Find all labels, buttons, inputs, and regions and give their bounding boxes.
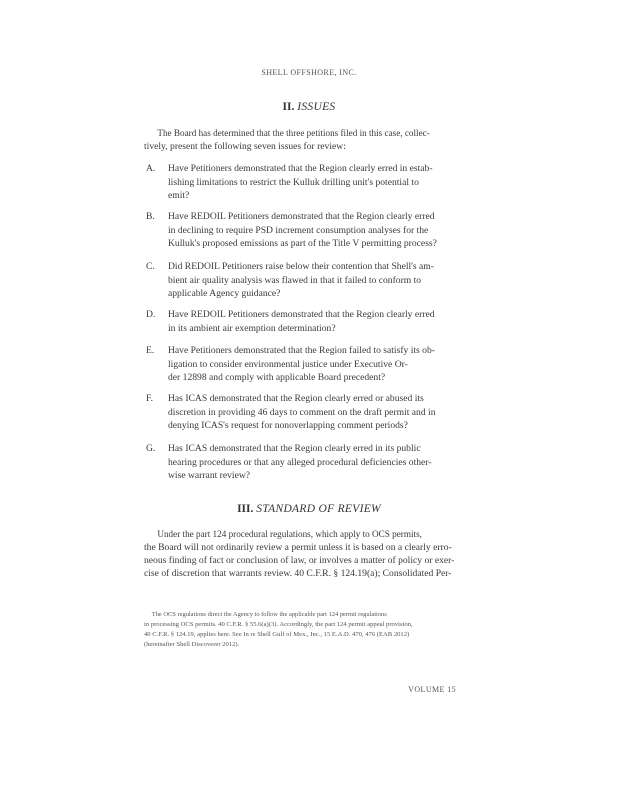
text-line: denying ICAS's request for nonoverlapping comment periods? <box>168 420 408 431</box>
text-line: The OCS regulations direct the Agency to follow the applicable part 124 permit regulations <box>151 611 387 618</box>
page-folio: VOLUME 15 <box>408 685 456 694</box>
text-line: (hereinafter Shell Discoverer 2012). <box>144 641 240 648</box>
footnote <box>144 610 454 650</box>
running-head: SHELL OFFSHORE, INC. <box>261 68 357 77</box>
issue-letter: E. <box>146 345 155 356</box>
intro-paragraph <box>144 127 454 153</box>
text-line: Have REDOIL Petitioners demonstrated that the Region clearly erred <box>168 309 435 320</box>
text-line: Kulluk's proposed emissions as part of the Title V permitting process? <box>168 238 437 249</box>
issue-letter: C. <box>146 261 155 272</box>
section-number: III. <box>237 503 254 515</box>
section-title: ISSUES <box>297 101 336 113</box>
text-line: wise warrant review? <box>168 470 251 481</box>
text-line: Did REDOIL Petitioners raise below their contention that Shell's am- <box>168 261 434 272</box>
text-line: Have Petitioners demonstrated that the Region clearly erred in estab- <box>168 163 433 174</box>
text-line: ligation to consider environmental justice under Executive Or- <box>168 358 408 370</box>
text-line: lishing limitations to restrict the Kulluk drilling unit's potential to <box>168 176 419 188</box>
text-line: Under the part 124 procedural regulations, which apply to OCS permits, <box>157 529 422 540</box>
section-number: II. <box>282 101 295 113</box>
text-line: applicable Agency guidance? <box>168 288 281 299</box>
text-line: cise of discretion that warrants review. 40 C.F.R. § 124.19(a); Consolidated Per- <box>144 568 452 579</box>
text-line: Have REDOIL Petitioners demonstrated that the Region clearly erred <box>168 211 435 222</box>
text-line: tively, present the following seven issues for review: <box>144 141 346 152</box>
standard-paragraph <box>144 528 454 580</box>
section-heading-issues <box>0 101 618 113</box>
text-line: discretion in providing 46 days to comment on the draft permit and in <box>168 406 436 418</box>
text-line: Has ICAS demonstrated that the Region clearly erred or abused its <box>168 393 424 404</box>
issue-letter: B. <box>146 211 155 222</box>
text-line: der 12898 and comply with applicable Board precedent? <box>168 372 386 383</box>
issue-letter: F. <box>146 393 153 404</box>
text-line: bient air quality analysis was flawed in that it failed to conform to <box>168 274 422 286</box>
text-line: Has ICAS demonstrated that the Region clearly erred in its public <box>168 443 421 454</box>
text-line: the Board will not ordinarily review a permit unless it is based on a clearly erro- <box>144 542 452 553</box>
text-line: 40 C.F.R. § 124.19, applies here. See In re Shell Gulf of Mex., Inc., 15 E.A.D. 470, 476 (EAB 2012) <box>144 631 410 638</box>
text-line: hearing procedures or that any alleged procedural deficiencies other- <box>168 456 432 468</box>
text-line: The Board has determined that the three petitions filed in this case, collec- <box>157 128 430 139</box>
text-line: in declining to require PSD increment consumption analyses for the <box>168 224 429 236</box>
text-line: in its ambient air exemption determination? <box>168 322 336 334</box>
section-title: STANDARD OF REVIEW <box>256 503 381 515</box>
text-line: emit? <box>168 190 190 201</box>
text-line: Have Petitioners demonstrated that the Region failed to satisfy its ob- <box>168 345 435 356</box>
issue-letter: G. <box>146 443 156 454</box>
issue-letter: D. <box>146 309 156 320</box>
text-line: neous finding of fact or conclusion of law, or involves a matter of policy or exer- <box>144 555 455 566</box>
issue-letter: A. <box>146 163 156 174</box>
text-line: in processing OCS permits. 40 C.F.R. § 55.6(a)(3). Accordingly, the part 124 permit appeal provision, <box>144 621 413 628</box>
section-heading-standard-of-review <box>0 503 618 515</box>
